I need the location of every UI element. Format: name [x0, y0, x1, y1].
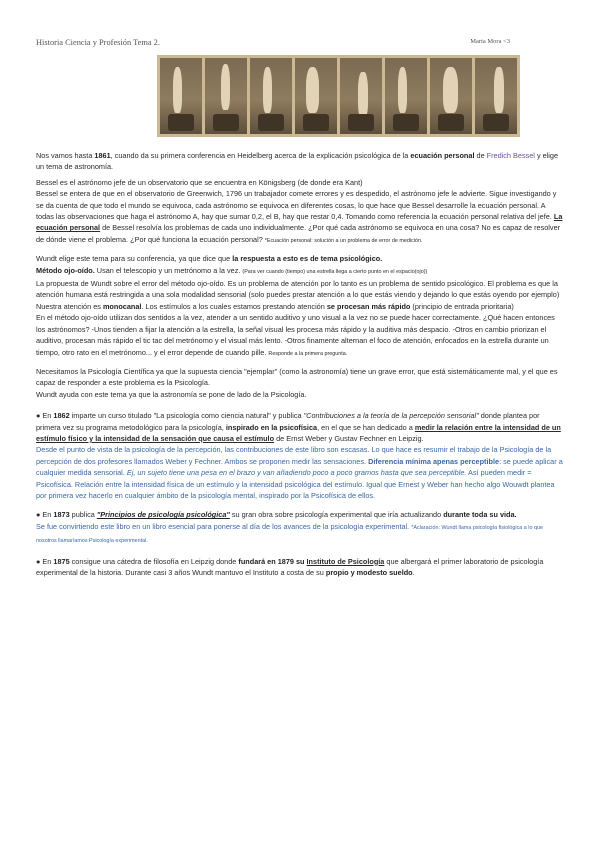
bullet: ● En — [36, 510, 54, 520]
emphasis: se procesan más rápido — [326, 301, 411, 311]
text: Bessel se entera de que en el observatorio de Greenwich, 1796 un trabajador comete errores y es despedido, el astrónomo jefe le advierte. Sigue investigando y se da cuenta de que todo el mundo se equivoca, cada astrónomo se equivoca en diferentes cosas, lo que hace que Bessel desarrolle la ecuación personal. A todas las observaciones que haga el astrónomo A, hay que sumar 0,2, el B, hay que restar 0,4. Tomando como referencia la ecuación personal relativa del jefe. — [36, 189, 557, 222]
header-title: Historia Ciencia y Profesión Tema 2. — [36, 38, 160, 47]
text: . Los estímulos a los cuales estamos prestando atención — [141, 301, 327, 311]
emphasis: fundará en 1879 su — [238, 556, 305, 566]
book-title: "Principios de psicología psicológica" — [96, 510, 230, 520]
text: Usan el telescopio y un metrónomo a la vez. — [94, 265, 243, 275]
photo-frame — [475, 58, 517, 134]
text: (principio de entrada prioritaria) — [410, 301, 514, 311]
text: : se puede aplicar a cualquier medida sensorial. — [36, 456, 563, 478]
paragraph-bessel: Bessel es el astrónomo jefe de un observatorio que se encuentra en Königsberg (de donde era Kant) — [36, 177, 363, 187]
document-body — [36, 150, 564, 582]
text: La propuesta de Wundt sobre el error del método ojo-oído. Es un problema de atención por lo tanto es un problema de sentido psicológico. El problema es que la atención humana está restringida a una sola modalidad sensorial (solo puedes prestar atención a lo que estás viendo y dejando lo que estás oyendo por ejemplo) Nuestra atención es — [36, 279, 560, 311]
paragraph-wundt-attention — [36, 253, 564, 360]
year-1861: 1861 — [94, 151, 111, 160]
text: . — [412, 568, 415, 577]
text: Necesitamos la Psicología Científica ya que la supuesta ciencia "ejemplar" (como la astronomía) tiene un grave error, que está sistemáticamente mal, y el que es capaz de responder a este problema es la Psicología. — [36, 366, 558, 388]
text: de Ernst Weber y Gustav Fechner en Leipzig. — [274, 433, 424, 443]
header-author: Marta Mora <3 — [470, 38, 510, 45]
term-monocanal: monocanal — [102, 301, 142, 311]
note: *Ecuación personal: solución a un problema de error de medición. — [264, 237, 423, 244]
term-instituto: Instituto de Psicología — [306, 556, 385, 566]
emphasis: inspirado en la psicofísica — [225, 422, 318, 432]
muybridge-photo-sequence — [157, 55, 520, 137]
text: Se fue convirtiendo este libro en un libro esencial para ponerse al día de los avances de la psicología experimental. — [36, 521, 412, 531]
example: Ej, un sujeto tiene una pesa en el brazo y van añadiendo poco a poco gramos hasta que sea perceptible. — [126, 468, 467, 478]
text: publica — [69, 510, 97, 520]
text: que albergará el primer laboratorio de psicología experimental de la historia. Durante casi 3 años Wundt mantuvo el Instituto a costa de su — [36, 556, 544, 577]
text: de — [474, 151, 487, 160]
year-1873: 1873 — [53, 510, 70, 520]
text: Desde el punto de vista de la psicología de la percepción, las contribuciones de este libro son escasas. Lo que hace es resumir el trabajo de la Psicología de la percepción de dos profesores llamados Weber y Fechner. Ambos se proponen medir las sensaciones. — [36, 445, 552, 466]
photo-frame — [250, 58, 292, 134]
paragraph-psicologia-cientifica — [36, 366, 564, 400]
text: consigue una cátedra de filosofía en Leipzig donde — [69, 556, 239, 566]
note: (Para ver cuando (tiempo) una estrella llega a cierto punto en el espacio(ojo)) — [242, 268, 428, 275]
page-header — [36, 38, 564, 52]
bullet-1862 — [36, 410, 564, 501]
term-ecuacion-personal: La ecuación personal — [36, 212, 563, 233]
text: Así pueden medir = Psicofísica. Relación entre la intensidad física de un estímulo y la intensidad psicológica del estímulo. Igual que Ernest y Weber han hecho algo Wouwdt plantea por primera vez hacerlo en cualquier ámbito de la psicología mental, inspirado por la Psicofísica de ellos. — [36, 468, 555, 500]
emphasis: durante toda su vida. — [443, 510, 517, 520]
text: su gran obra sobre psicología experimental que iría actualizando — [229, 510, 444, 520]
photo-frame — [295, 58, 337, 134]
text: Wundt ayuda con este tema ya que la astronomía se pone de lado de la Psicología. — [36, 389, 307, 399]
text: donde plantea por primera vez su programa metodológico para la psicología, — [36, 411, 540, 432]
photo-frame — [160, 58, 202, 134]
link-bessel[interactable]: Fredich Bessel — [486, 151, 535, 160]
bullet: ● En — [36, 556, 54, 566]
text: Wundt elige este tema para su conferencia, ya que dice que — [36, 254, 233, 264]
bullet-1875 — [36, 556, 564, 579]
text: imparte un curso titulado "La psicología como ciencia natural" y publica — [69, 411, 304, 421]
year-1875: 1875 — [53, 556, 70, 566]
term-diferencia-minima: Diferencia mínima apenas perceptible — [368, 456, 500, 466]
emphasis: la respuesta a esto es de tema psicológico. — [232, 254, 383, 264]
year-1862: 1862 — [53, 411, 70, 421]
emphasis: medir la relación entre la intensidad de un estímulo físico y la intensidad de la sensación que causa el estímulo — [36, 422, 561, 443]
emphasis: propio y modesto sueldo — [325, 568, 413, 577]
text: En el método ojo-oído utilizan dos sentidos a la vez, atender a un sentido auditivo y uno visual a la vez no se puede hacer correctamente. ¿Qué hacen entonces los astrónomos? -Unos tienden a fijar la atención a la estrella, la señal visual les procesa más rápido y la auditiva más despacio. -Otros en cambio priorizan el auditivo, procesan más rápido el tic tac del metrónomo y el visual más lento. -Otros finamente alternan el foco de atención, enfocados en la estrella durante un tiempo, otro rato en el metrónomo... y el error depende de cuando pille. — [36, 313, 555, 357]
note: *Aclaración: Wundt llama psicología fisiológica a lo que nosotros llamaríamos Psicología experimental. — [36, 524, 543, 545]
photo-frame — [385, 58, 427, 134]
photo-frame — [340, 58, 382, 134]
paragraph-1861 — [36, 150, 564, 173]
term-ecuacion-personal: ecuación personal — [410, 151, 475, 160]
note-block — [36, 445, 563, 500]
text: y elige un tema de astronomía. — [36, 151, 559, 172]
bullet: ● En — [36, 411, 54, 421]
book-title: "Contribuciones a la teoría de la percepción sensorial" — [303, 411, 479, 421]
photo-frame — [205, 58, 247, 134]
bullet-1873 — [36, 509, 564, 547]
text: Nos vamos hasta — [36, 151, 95, 160]
text: , en el que se han dedicado a — [317, 422, 415, 432]
photo-frame — [430, 58, 472, 134]
text: , cuando da su primera conferencia en Heidelberg acerca de la explicación psicológica de la — [110, 151, 411, 160]
note: Responde a la primera pregunta. — [268, 350, 348, 357]
text: de Bessel resolvía los problemas de cada uno individualmente. ¿Por qué cada astrónomo se equivoca en una cosa? No es capaz de resolver de dónde viene el problema. ¿Por qué funciona la ecuación personal? — [36, 223, 561, 244]
term-metodo-ojo-oido: Método ojo-oído. — [36, 265, 95, 275]
paragraph-greenwich — [36, 188, 564, 247]
